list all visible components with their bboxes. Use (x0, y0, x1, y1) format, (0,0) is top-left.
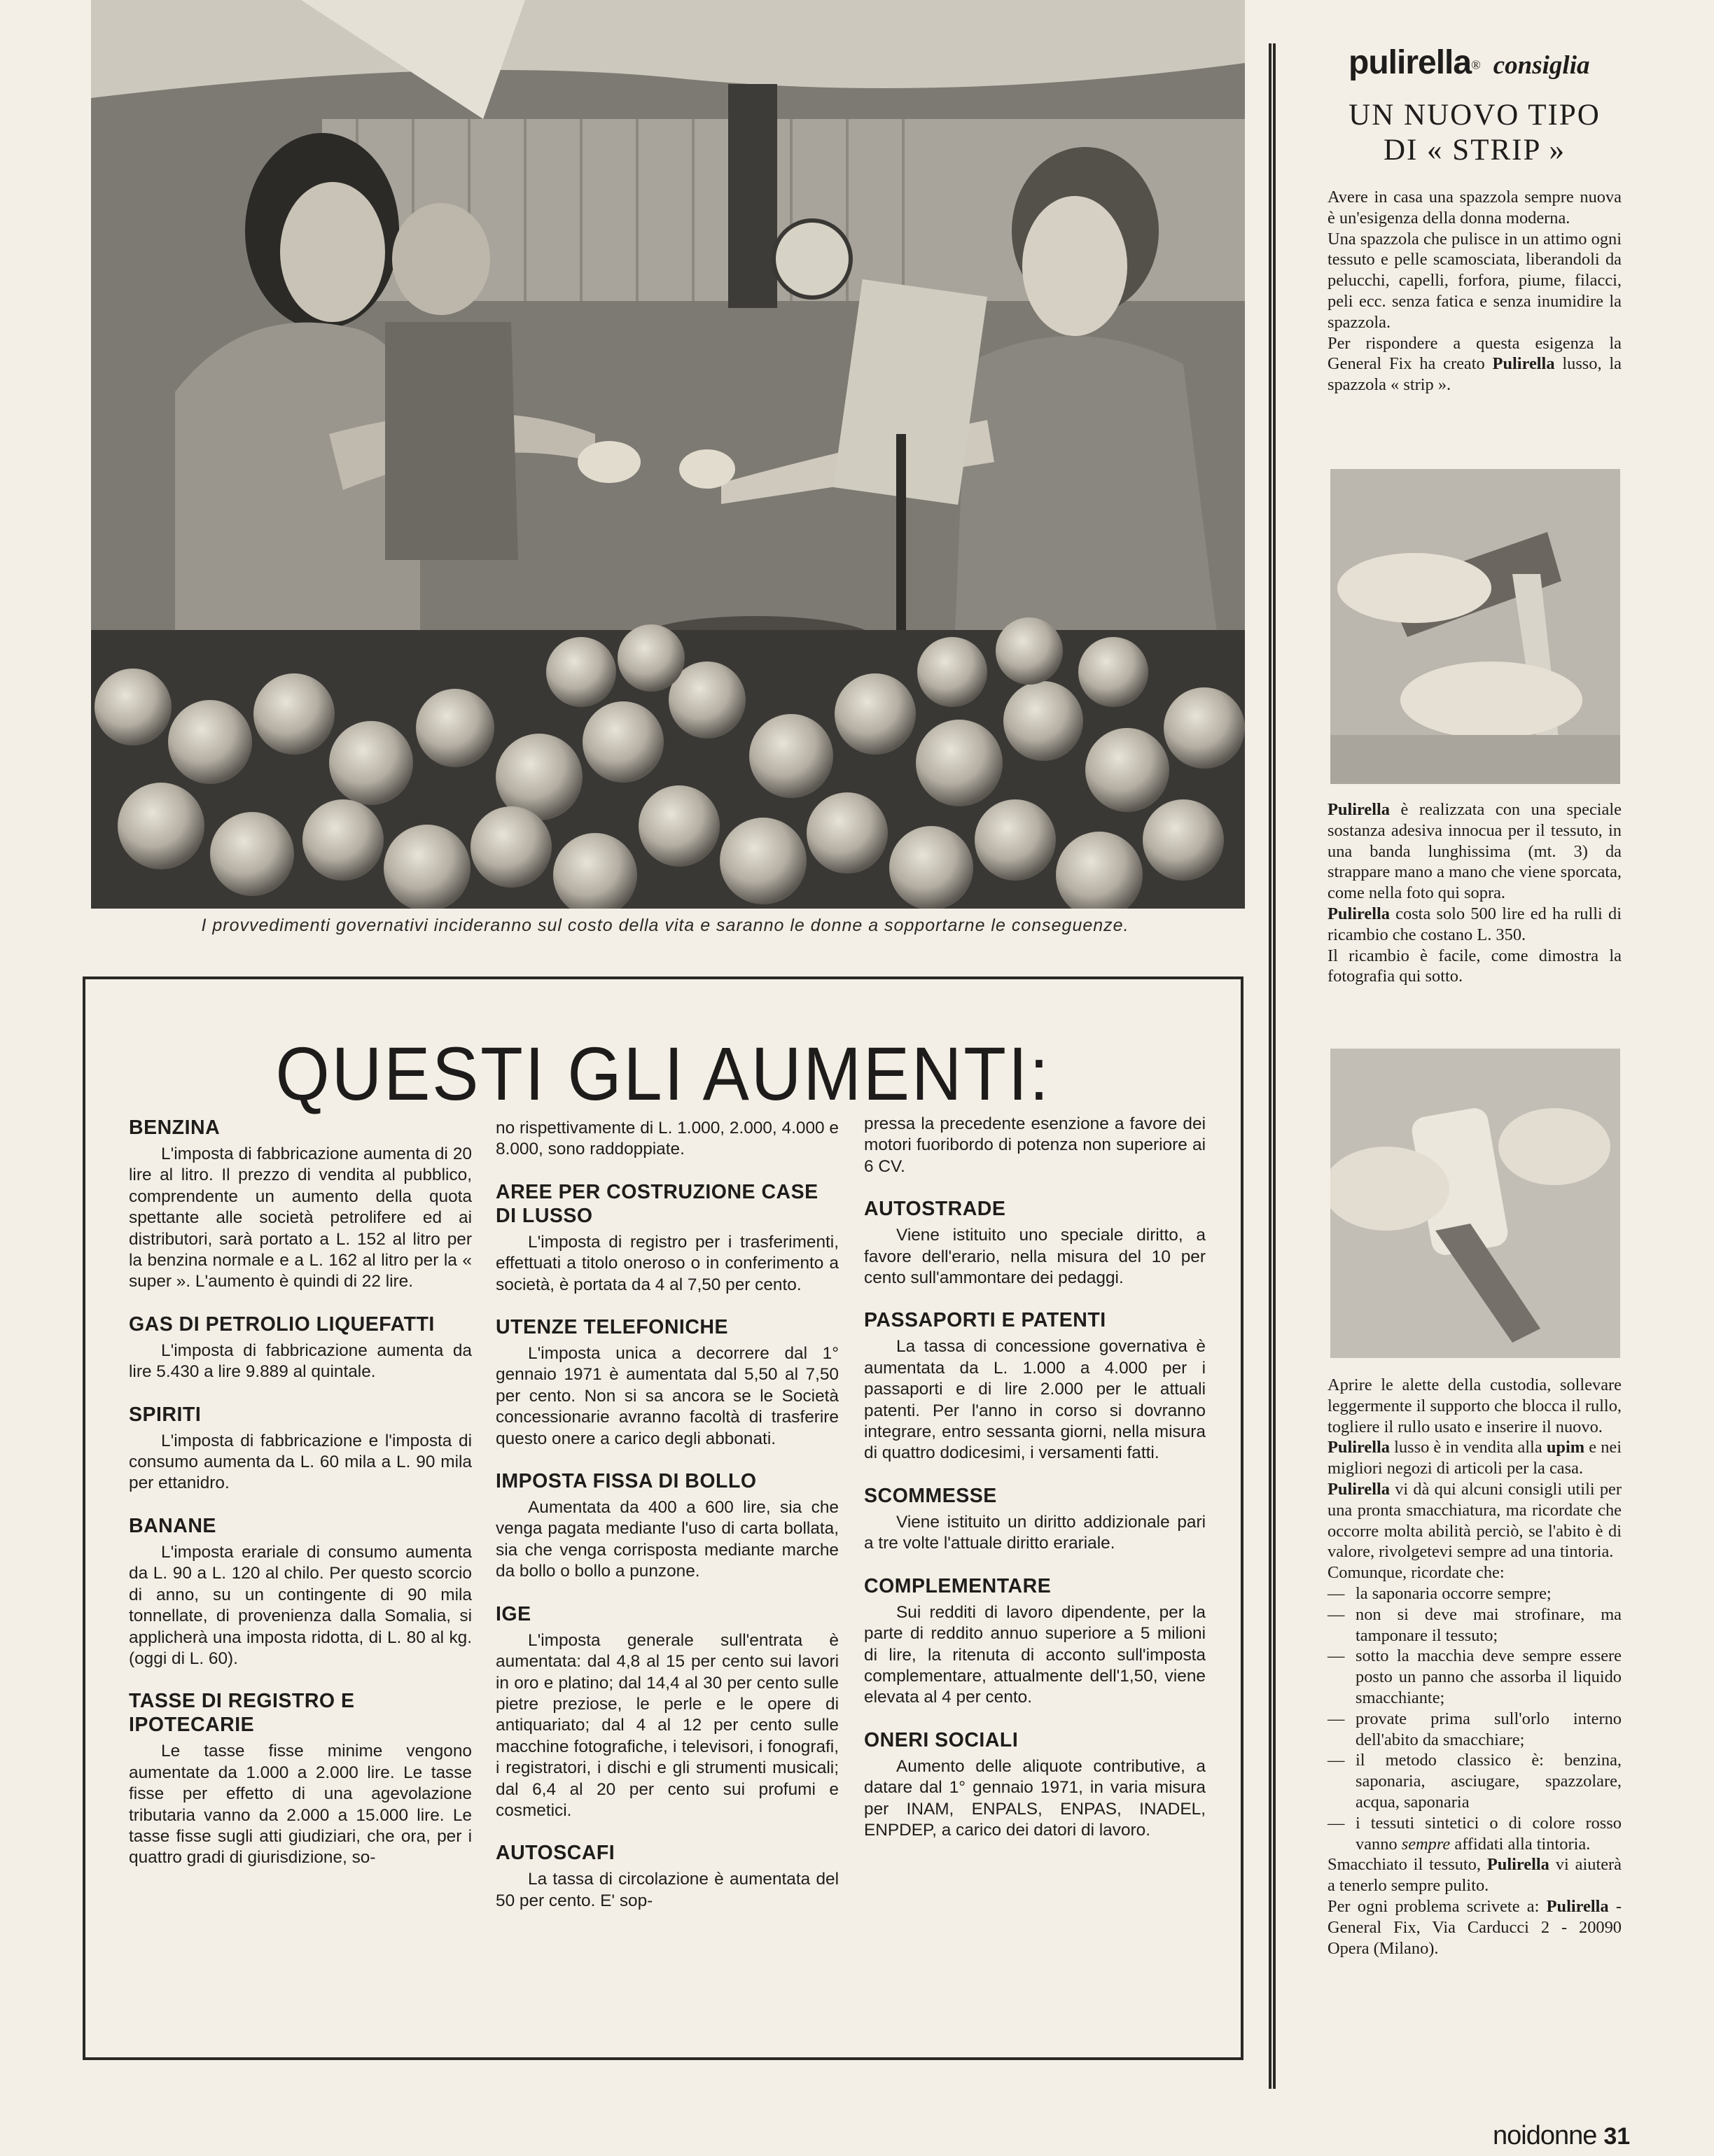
section-heading: ONERI SOCIALI (864, 1728, 1019, 1751)
article-title: QUESTI GLI AUMENTI: (275, 1031, 1051, 1116)
section-text: L'imposta unica a decorrere dal 1° gennaio 1971 è aumentata dal 5,50 al 7,50 per cento. Non si sa ancora se le Società concessionarie avranno facoltà di trasferire questo onere a carico degli abbonati. (496, 1344, 839, 1448)
text-run: Per ogni problema scrivete a: (1328, 1896, 1540, 1916)
section-heading: SPIRITI (129, 1403, 202, 1426)
tip-item: — la saponaria occorre sempre; (1328, 1583, 1622, 1604)
section-text: L'imposta di registro per i trasferimenti, effettuati a titolo oneroso o in conferimento a società, è portata da 4 al 7,50 per cento. (496, 1232, 839, 1294)
brand-registered-mark: ® (1471, 57, 1481, 72)
section-text: La tassa di circolazione è aumentata del 50 per cento. E' sop- (496, 1870, 839, 1910)
section-heading: AUTOSTRADE (864, 1198, 1006, 1221)
section-text: L'imposta generale sull'entrata è aumentata: dal 4,8 al 15 per cento sui lavori in oro e platino; dal 14,4 al 30 per cento sulle pietre preziose, le perle e le opere di antiquariato; dal 4 al 12 per cento sulle macchine fotografiche, i televisori, i fonografi, i registratori, i dischi e gli strumenti musicali; dal 6,4 al 20 per cento sui profumi e cosmetici. (496, 1630, 839, 1820)
section-text: Aumento delle aliquote contributive, a datare dal 1° gennaio 1971, in varia misura per INAM, ENPALS, ENPAS, INADEL, ENPDEP, a carico dei datori di lavoro. (864, 1756, 1206, 1840)
emphasis: sempre (1401, 1834, 1451, 1854)
brand-name: Pulirella (1492, 354, 1555, 374)
section-text: Sui redditi di lavoro dipendente, per la parte di reddito annuo superiore a 5 milioni di lire, la ritenuta di acconto sull'imposta complementare, attualmente dell'1,50, viene elevata al 4 per cento. (864, 1602, 1206, 1707)
section-heading: TASSE DI REGISTRO E IPOTECARIE (129, 1690, 355, 1737)
section-heading: PASSAPORTI E PATENTI (864, 1309, 1106, 1332)
section-heading: IGE (496, 1602, 531, 1625)
text-run: - General Fix, Via Carducci 2 - 20090 Opera (Milano). (1328, 1896, 1622, 1958)
text-run: è realizzata con una speciale sostanza adesiva innocua per il tessuto, in una banda lunghissima (mt. 3) da strappare mano a mano che viene sporcata, come nella foto qui sopra. (1328, 800, 1622, 903)
section-heading: COMPLEMENTARE (864, 1574, 1052, 1597)
text-run: Per rispondere a questa esigenza la General Fix ha creato (1328, 333, 1622, 374)
sidebar-title (1328, 98, 1622, 168)
page-number: 31 (1603, 2123, 1631, 2150)
section-heading: BENZINA (129, 1116, 221, 1139)
article-column-3 (864, 1114, 1206, 1841)
brand-name: Pulirella (1328, 1438, 1390, 1457)
brand-name: Pulirella (1328, 904, 1390, 923)
text-run: vi dà qui alcuni consigli utili per una pronta smacchiatura, ma ricordate che occorre molta abilità perciò, se l'abito è di valore, rivolgetevi sempre ad una tintoria. (1328, 1479, 1622, 1562)
text-run: vi aiuterà a tenerlo sempre pulito. (1328, 1855, 1622, 1896)
section-heading: GAS DI PETROLIO LIQUEFATTI (129, 1312, 435, 1336)
section-text: Aumentata da 400 a 600 lire, sia che venga pagata mediante l'uso di carta bollata, sia che venga corrisposta mediante marche da bollo o bollo a punzone. (496, 1498, 839, 1581)
tip-item: — il metodo classico è: benzina, saponaria, asciugare, spazzolare, acqua, saponaria (1328, 1750, 1622, 1812)
text-run: Smacchiato il tessuto, (1328, 1855, 1481, 1875)
brand-name: Pulirella (1546, 1896, 1609, 1916)
section-text: Viene istituito un diritto addizionale pari a tre volte l'attuale diritto erariale. (864, 1512, 1206, 1553)
brand-row (1349, 43, 1629, 92)
article-column-2 (496, 1118, 839, 1912)
section-heading: BANANE (129, 1514, 216, 1537)
text-run: lusso, la spazzola « strip ». (1328, 354, 1622, 395)
sidebar-paragraph (1328, 904, 1622, 946)
sidebar-paragraph: Avere in casa una spazzola sempre nuova è un'esigenza della donna moderna. (1328, 188, 1622, 227)
page-footer (1493, 2121, 1630, 2151)
sidebar-paragraph (1328, 1854, 1622, 1896)
sidebar-paragraph: Comunque, ricordate che: (1328, 1563, 1505, 1583)
section-text: Viene istituito uno speciale diritto, a favore dell'erario, nella misura del 10 per cento sull'ammontare dei pedaggi. (864, 1226, 1206, 1288)
text-run: lusso è in vendita alla (1394, 1438, 1542, 1457)
magazine-name: noidonne (1493, 2121, 1597, 2150)
article-box (83, 976, 1243, 2060)
section-heading: IMPOSTA FISSA DI BOLLO (496, 1470, 757, 1493)
sidebar-paragraph: Il ricambio è facile, come dimostra la fotografia qui sotto. (1328, 946, 1622, 986)
brand-name: Pulirella (1328, 800, 1390, 819)
sidebar-paragraph (1328, 799, 1622, 904)
refill-photo (1330, 1049, 1620, 1358)
text-run: affidati alla tintoria. (1454, 1834, 1591, 1854)
tip-item: — non si deve mai strofinare, ma tamponare il tessuto; (1328, 1604, 1622, 1646)
upim-name: upim (1546, 1438, 1585, 1457)
tips-list (1328, 1583, 1622, 1854)
article-column-1 (129, 1116, 472, 1869)
section-text: L'imposta erariale di consumo aumenta da L. 90 a L. 120 al chilo. Per questo scorcio di anno, su un contingente di 90 mila tonnellate, di provenienza dalla Somalia, si applicherà una imposta ridotta, di L. 80 al kg. (oggi di L. 60). (129, 1542, 472, 1668)
sidebar-lower (1328, 1375, 1622, 1959)
brand-name: Pulirella (1486, 1855, 1549, 1875)
sidebar-title-line: UN NUOVO TIPO (1349, 99, 1601, 132)
brand-tagline: consiglia (1493, 51, 1590, 80)
section-heading: SCOMMESSE (864, 1484, 997, 1507)
sidebar-paragraph (1328, 1896, 1622, 1959)
section-heading: UTENZE TELEFONICHE (496, 1316, 729, 1339)
section-text: La tassa di concessione governativa è aumentata da L. 1.000 a 4.000 per i passaporti e di lire 2.000 per le attuali patenti. Per l'anno in corso si dovranno integrare, entro sessanta giorni, nella misura di quattro dodicesimi, i versamenti fatti. (864, 1337, 1206, 1463)
section-text: L'imposta di fabbricazione e l'imposta di consumo aumenta da L. 60 mila a L. 90 mila per ettanidro. (129, 1431, 472, 1493)
sidebar-intro (1328, 187, 1622, 396)
section-text: L'imposta di fabbricazione aumenta di 20 lire al litro. Il prezzo di vendita al pubblico, comprendente un aumento della quota spettante alle società petrolifere ed ai distributori, sarà portato a L. 152 al litro per la benzina normale e a L. 162 al litro per la « super ». L'aumento è quindi di 22 lire. (129, 1144, 472, 1292)
tip-item (1328, 1813, 1622, 1855)
section-text: no rispettivamente di L. 1.000, 2.000, 4.000 e 8.000, sono raddoppiate. (496, 1119, 839, 1159)
text-run: costa solo 500 lire ed ha rulli di ricambio che costano L. 350. (1328, 904, 1622, 944)
text-run: e nei migliori negozi di articoli per la casa. (1328, 1438, 1622, 1478)
section-text: pressa la precedente esenzione a favore dei motori fuoribordo di potenza non superiore ai 6 CV. (864, 1114, 1206, 1176)
market-photo (91, 0, 1245, 909)
sidebar-paragraph: Una spazzola che pulisce in un attimo ogni tessuto e pelle scamosciata, liberandoli da pelucchi, capelli, forfora, piume, filacci, peli ecc. senza fatica e senza inumidire la spazzola. (1328, 229, 1622, 332)
section-heading: AREE PER COSTRUZIONE CASE DI LUSSO (496, 1180, 818, 1227)
sidebar-title-line: DI « STRIP » (1383, 134, 1566, 167)
tip-item: — sotto la macchia deve sempre essere posto un panno che assorba il liquido smacchiante; (1328, 1646, 1622, 1708)
text-run: i tessuti sintetici o di colore rosso vanno (1356, 1813, 1622, 1854)
brand-logo: pulirella (1349, 44, 1472, 81)
section-text: Le tasse fisse minime vengono aumentate da 1.000 a 2.000 lire. Le tasse fisse per effetto di una agevolazione tributaria vanno da 2.000 a 15.000 lire. Le tasse fisse sugli atti giudiziari, che ora, per i quattro gradi di giurisdizione, so- (129, 1742, 472, 1868)
sidebar-middle (1328, 799, 1622, 987)
brand-name: Pulirella (1328, 1479, 1390, 1499)
section-heading: AUTOSCAFI (496, 1842, 615, 1865)
sidebar-paragraph (1328, 1479, 1622, 1562)
section-text: L'imposta di fabbricazione aumenta da lire 5.430 a lire 9.889 al quintale. (129, 1340, 472, 1382)
sidebar-paragraph: Aprire le alette della custodia, sollevare leggermente il supporto che blocca il rullo, togliere il rullo usato e inserire il nuovo. (1328, 1376, 1622, 1436)
photo-caption: I provvedimenti governativi incideranno sul costo della vita e saranno le donne a sopportarne le conseguenze. (201, 916, 1129, 935)
sidebar-paragraph (1328, 1437, 1622, 1479)
sidebar-paragraph (1328, 333, 1622, 396)
brush-strip-photo (1330, 469, 1620, 784)
tip-item: — provate prima sull'orlo interno dell'abito da smacchiare; (1328, 1709, 1622, 1751)
sidebar-rule (1269, 43, 1276, 2089)
